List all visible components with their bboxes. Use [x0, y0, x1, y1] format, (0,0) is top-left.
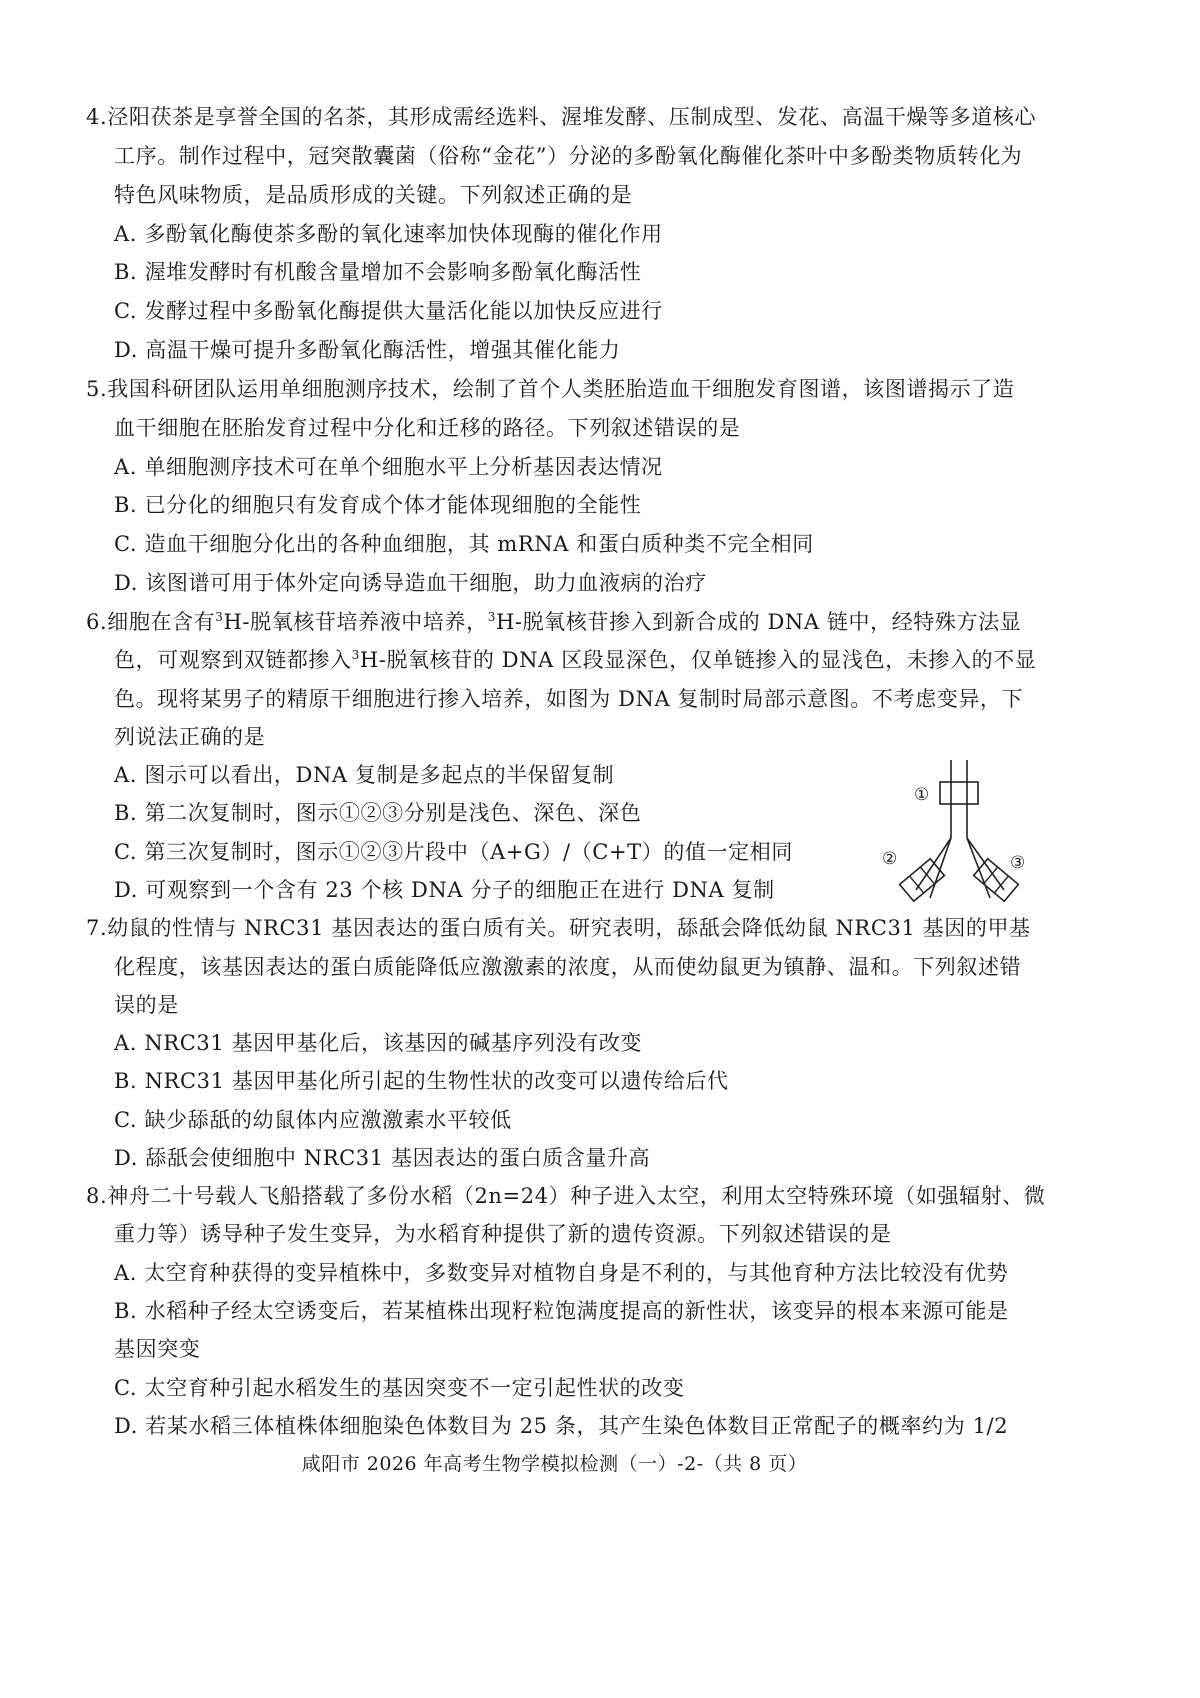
page-footer: 咸阳市 2026 年高考生物学模拟检测（一）-2-（共 8 页）: [301, 1453, 808, 1475]
q8-option-d: D. 若某水稻三体植株体细胞染色体数目为 25 条，其产生染色体数目正常配子的概率约为 1/2: [114, 1414, 1009, 1438]
q6-option-c: C. 第三次复制时，图示①②③片段中（A+G）/（C+T）的值一定相同: [114, 840, 793, 864]
segment-box-1: [940, 782, 978, 804]
q6-option-a: A. 图示可以看出，DNA 复制是多起点的半保留复制: [114, 763, 615, 787]
q8-option-b: B. 水稻种子经太空诱变后，若某植株出现籽粒饱满度提高的新性状，该变异的根本来源可能是: [114, 1299, 1009, 1323]
q6-stem-line-3: 色。现将某男子的精原干细胞进行掺入培养，如图为 DNA 复制时局部示意图。不考虑变异，下: [114, 687, 1024, 711]
strand-line: [967, 838, 990, 898]
q4-stem-line-3: 特色风味物质，是品质形成的关键。下列叙述正确的是: [114, 183, 633, 207]
q6-option-d: D. 可观察到一个含有 23 个核 DNA 分子的细胞正在进行 DNA 复制: [114, 878, 775, 902]
q6-stem-line-1: 6.细胞在含有$^3$H-脱氧核苷培养液中培养，$^3$H-脱氧核苷掺入到新合成的 DNA 链中，经特殊方法显: [86, 610, 1022, 634]
q7-stem-line-2: 化程度，该基因表达的蛋白质能降低应激激素的浓度，从而使幼鼠更为镇静、温和。下列叙述错: [114, 955, 1022, 979]
q7-stem-line-3: 误的是: [114, 993, 179, 1017]
q8-stem-line-1: 8.神舟二十号载人飞船搭载了多份水稻（2n=24）种子进入太空，利用太空特殊环境（如强辐射、微: [86, 1184, 1046, 1208]
q6-stem-line-4: 列说法正确的是: [114, 725, 266, 749]
q6-stem-line-2: 色，可观察到双链都掺入$^3$H-脱氧核苷的 DNA 区段显深色，仅单链掺入的显浅色，未掺入的不显: [114, 648, 1037, 672]
q7-option-a: A. NRC31 基因甲基化后，该基因的碱基序列没有改变: [114, 1031, 642, 1055]
q7-stem-line-1: 7.幼鼠的性情与 NRC31 基因表达的蛋白质有关。研究表明，舔舐会降低幼鼠 NRC31 基因的甲基: [86, 916, 1031, 940]
q7-option-d: D. 舔舐会使细胞中 NRC31 基因表达的蛋白质含量升高: [114, 1146, 651, 1170]
q4-option-a: A. 多酚氧化酶使茶多酚的氧化速率加快体现酶的催化作用: [114, 222, 663, 246]
q8-option-a: A. 太空育种获得的变异植株中，多数变异对植物自身是不利的，与其他育种方法比较没有优势: [114, 1261, 1009, 1285]
q5-option-a: A. 单细胞测序技术可在单个细胞水平上分析基因表达情况: [114, 455, 663, 479]
dna-replication-figure: [878, 760, 1048, 920]
q5-option-c: C. 造血干细胞分化出的各种血细胞，其 mRNA 和蛋白质种类不完全相同: [114, 532, 814, 556]
q5-stem-line-1: 5.我国科研团队运用单细胞测序技术，绘制了首个人类胚胎造血干细胞发育图谱，该图谱揭示了造: [86, 377, 1015, 401]
q4-option-d: D. 高温干燥可提升多酚氧化酶活性，增强其催化能力: [114, 338, 621, 362]
q4-option-b: B. 渥堆发酵时有机酸含量增加不会影响多酚氧化酶活性: [114, 260, 642, 284]
figure-label-3: ③: [1010, 853, 1026, 873]
q8-option-c: C. 太空育种引起水稻发生的基因突变不一定引起性状的改变: [114, 1376, 685, 1400]
strand-line: [930, 838, 951, 898]
q6-option-b: B. 第二次复制时，图示①②③分别是浅色、深色、深色: [114, 801, 642, 825]
figure-label-1: ①: [914, 785, 930, 805]
q4-stem-line-2: 工序。制作过程中，冠突散囊菌（俗称“金花”）分泌的多酚氧化酶催化茶叶中多酚类物质转化为: [114, 144, 1023, 168]
q7-option-c: C. 缺少舔舐的幼鼠体内应激激素水平较低: [114, 1108, 512, 1132]
q5-option-d: D. 该图谱可用于体外定向诱导造血干细胞，助力血液病的治疗: [114, 571, 707, 595]
q8-option-b-continued: 基因突变: [114, 1337, 201, 1361]
q5-stem-line-2: 血干细胞在胚胎发育过程中分化和迁移的路径。下列叙述错误的是: [114, 416, 741, 440]
q7-option-b: B. NRC31 基因甲基化所引起的生物性状的改变可以遗传给后代: [114, 1069, 729, 1093]
figure-label-2: ②: [882, 849, 898, 869]
q5-option-b: B. 已分化的细胞只有发育成个体才能体现细胞的全能性: [114, 493, 642, 517]
q8-stem-line-2: 重力等）诱导种子发生变异，为水稻育种提供了新的遗传资源。下列叙述错误的是: [114, 1222, 892, 1246]
q4-stem-line-1: 4.泾阳茯茶是享誉全国的名茶，其形成需经选料、渥堆发酵、压制成型、发花、高温干燥等多道核心: [86, 105, 1037, 129]
q4-option-c: C. 发酵过程中多酚氧化酶提供大量活化能以加快反应进行: [114, 299, 663, 323]
